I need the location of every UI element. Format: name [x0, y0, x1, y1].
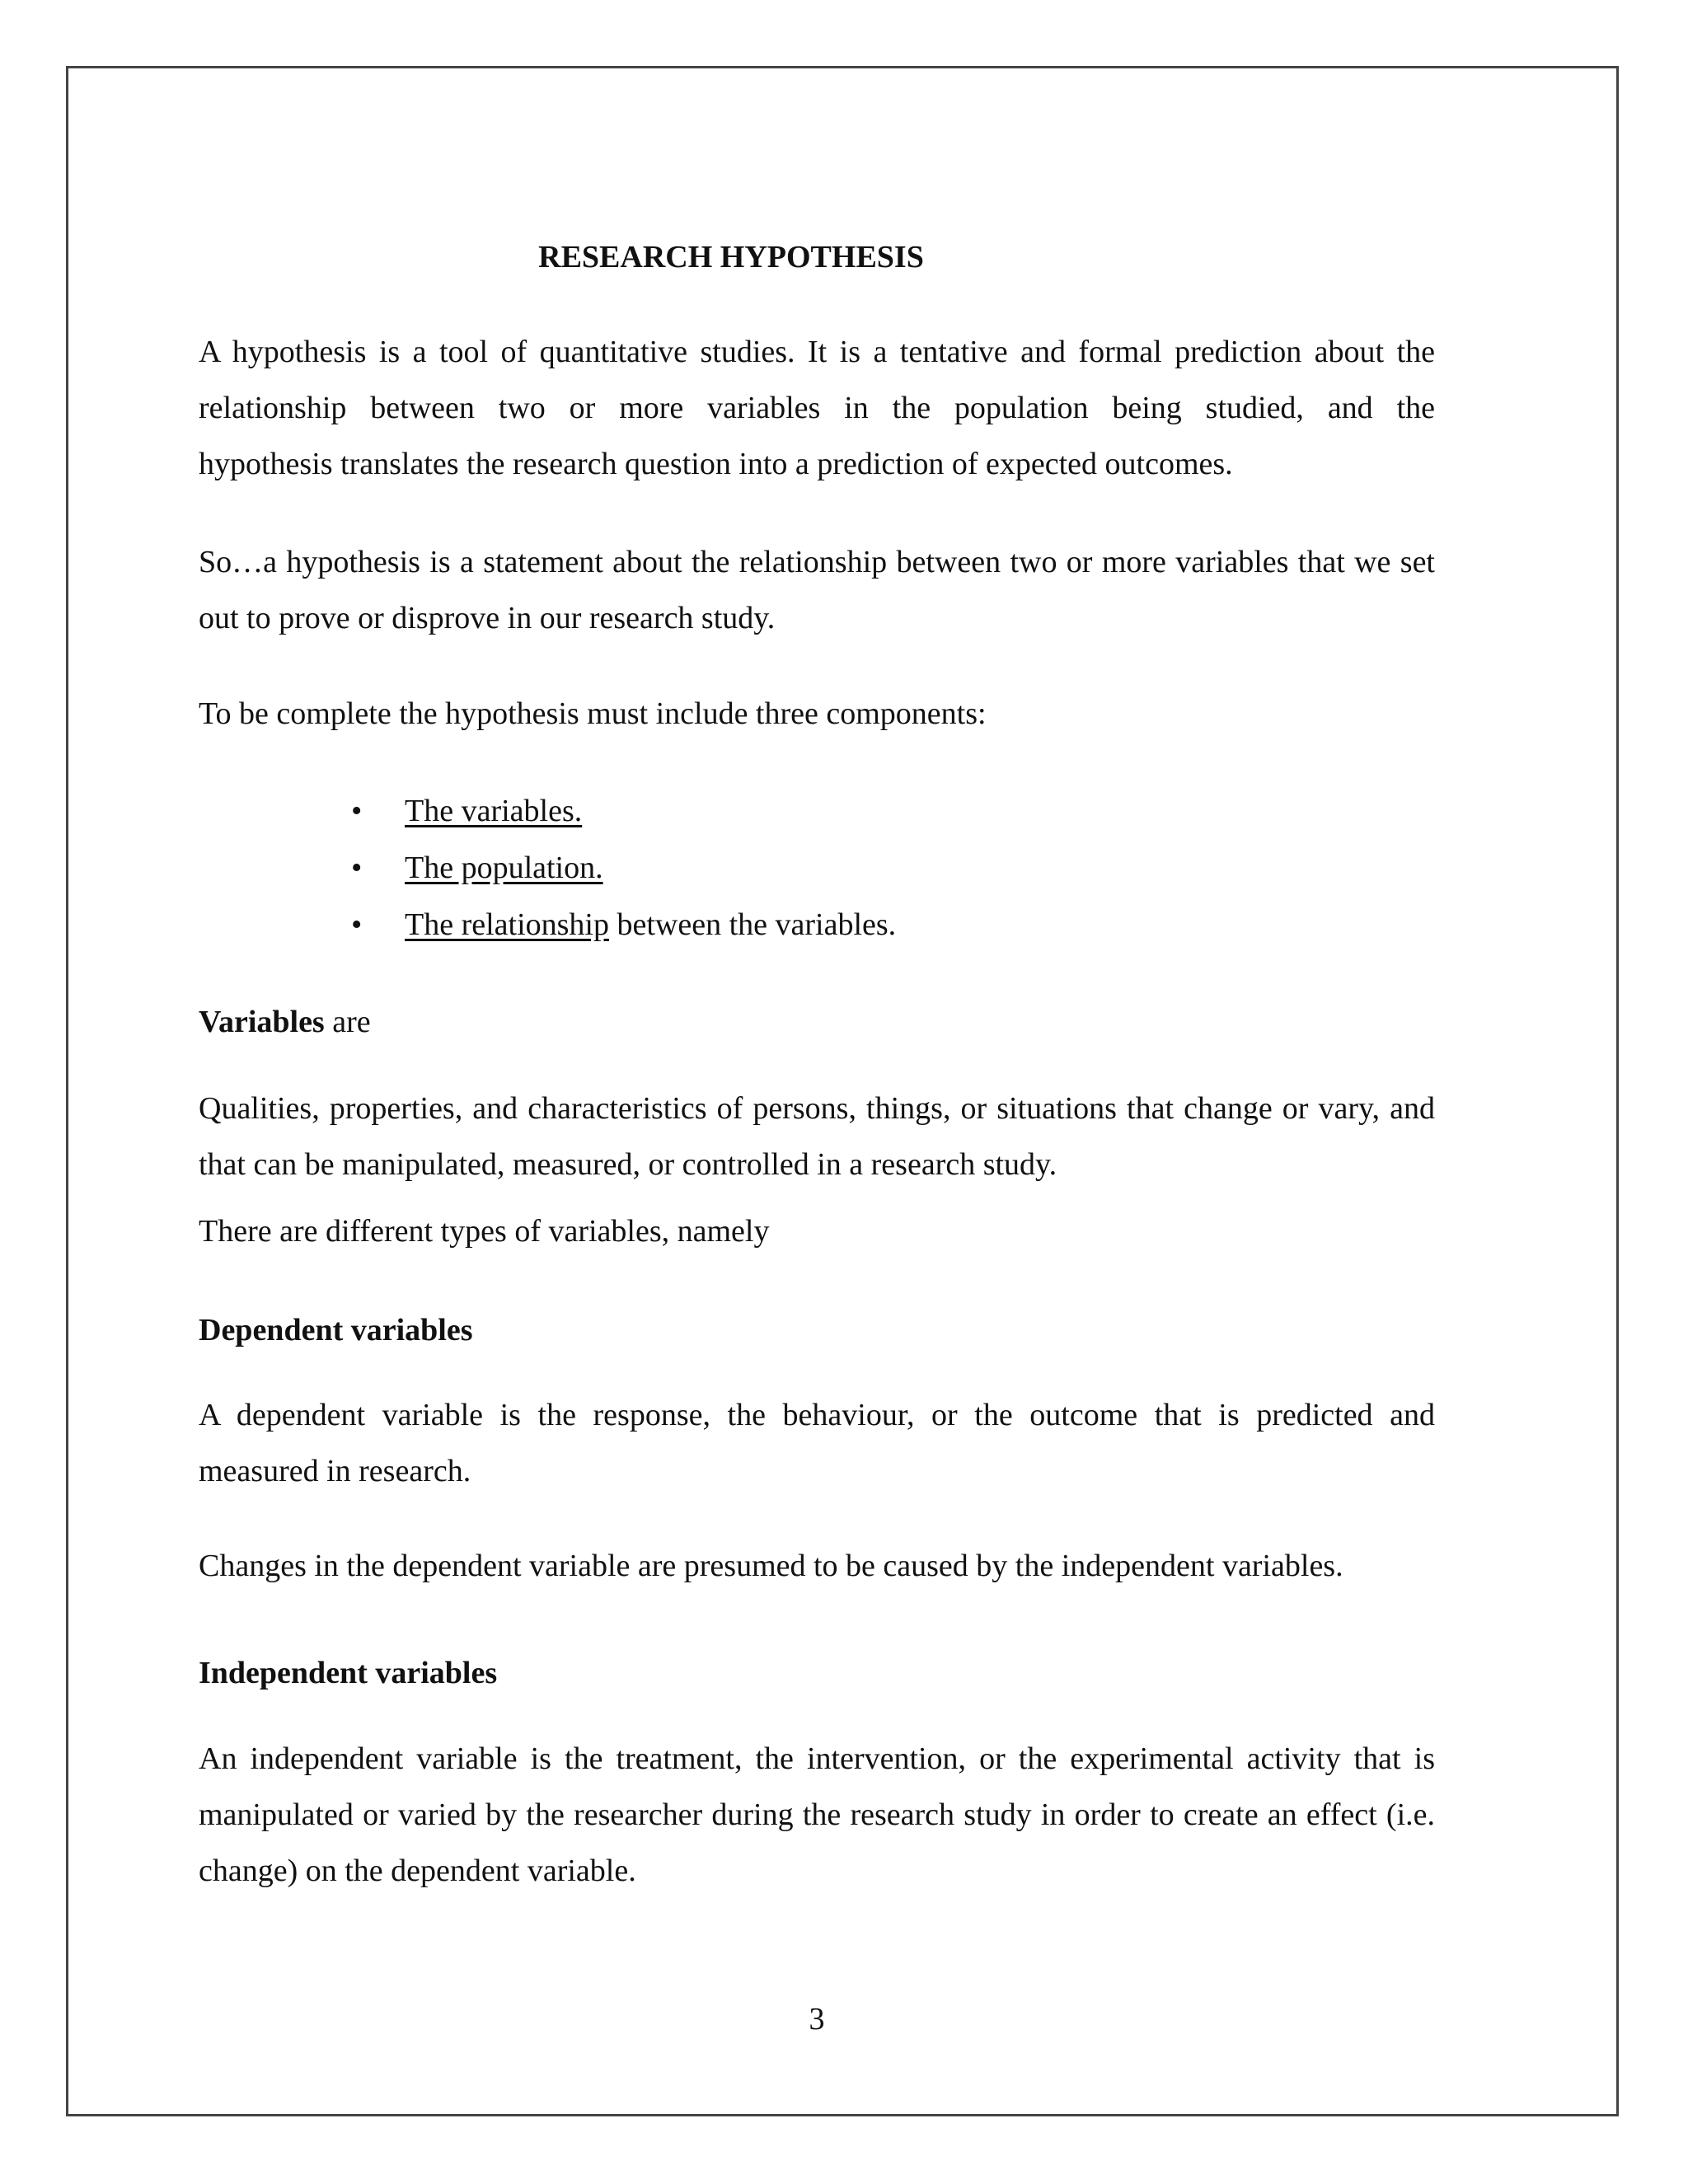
component-relationship: The relationship: [405, 907, 609, 942]
component-variables: The variables.: [405, 794, 583, 828]
list-item: [199, 840, 896, 897]
document-title: RESEARCH HYPOTHESIS: [538, 240, 924, 274]
paragraph-variable-types: There are different types of variables, namely: [199, 1214, 770, 1249]
bullet-icon: •: [351, 907, 363, 942]
bullet-icon: •: [351, 851, 363, 885]
component-relationship-rest: between the variables.: [608, 907, 897, 942]
variables-heading: [199, 1002, 371, 1042]
paragraph-dependent-changes: Changes in the dependent variable are presumed to be caused by the independent variables.: [199, 1549, 1343, 1583]
paragraph-hypothesis-statement: So…a hypothesis is a statement about the relationship between two or more variables that we set out to prove or disprove in our research study.: [199, 545, 1435, 635]
list-item: [199, 897, 896, 954]
variables-heading-rest: are: [324, 1005, 371, 1039]
components-list: [199, 783, 896, 954]
paragraph-line: hypothesis translates the research question into a prediction of expected outcomes.: [199, 447, 1233, 481]
paragraph-independent-definition: An independent variable is the treatment, the intervention, or the experimental activity that is manipulated or varied by the researcher during the research study in order to create an effect (i.e. change) on the dependent variable.: [199, 1741, 1435, 1888]
bullet-icon: •: [351, 794, 363, 828]
list-item: [199, 783, 896, 840]
paragraph-dependent-definition: A dependent variable is the response, the behaviour, or the outcome that is predicted and measured in research.: [199, 1398, 1435, 1488]
paragraph-variables-definition: Qualities, properties, and characteristics of persons, things, or situations that change or vary, and that can be manipulated, measured, or controlled in a research study.: [199, 1091, 1435, 1182]
paragraph-line: A hypothesis is a tool of quantitative studies. It is a tentative and formal prediction about the: [199, 335, 1435, 369]
paragraph-components-intro: To be complete the hypothesis must include three components:: [199, 696, 987, 731]
independent-variables-heading: [199, 1653, 497, 1693]
page-number: 3: [809, 2002, 825, 2036]
variables-heading-bold: Variables: [199, 1005, 325, 1039]
dependent-variables-heading: [199, 1310, 473, 1350]
independent-heading-text: Independent variables: [199, 1656, 498, 1690]
dependent-heading-text: Dependent variables: [199, 1313, 473, 1347]
component-population: The population.: [405, 851, 603, 885]
paragraph-line: relationship between two or more variables in the population being studied, and the: [199, 391, 1435, 425]
paragraph-hypothesis-definition: [199, 324, 1435, 492]
